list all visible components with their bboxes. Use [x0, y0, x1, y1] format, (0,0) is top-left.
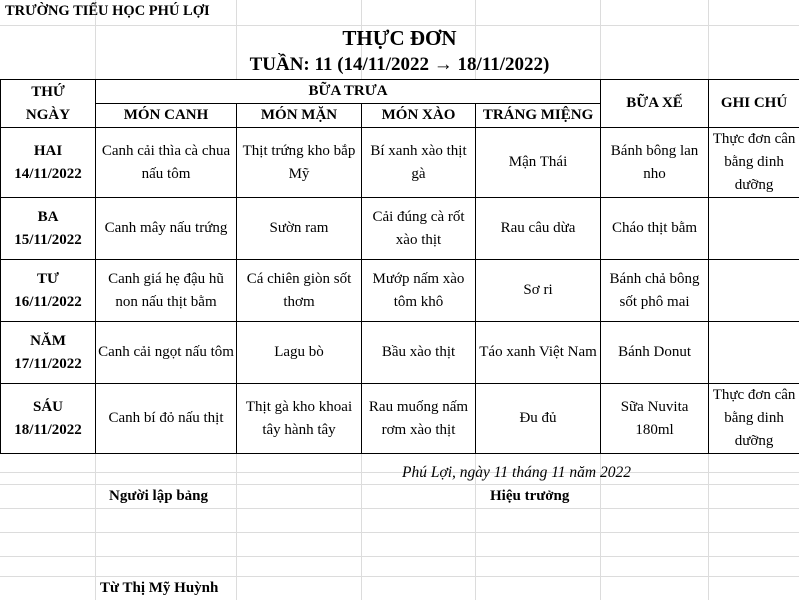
- note-cell: [709, 322, 799, 384]
- salty-cell: Sườn ram: [237, 198, 362, 260]
- lunch-header: BỮA TRƯA: [96, 80, 601, 104]
- day-cell: HAI 14/11/2022: [1, 128, 96, 198]
- maker-label: Người lập bảng: [109, 488, 209, 504]
- salty-cell: Lagu bò: [237, 322, 362, 384]
- note-cell: [709, 260, 799, 322]
- soup-header: MÓN CANH: [96, 104, 237, 128]
- day-cell: TƯ 16/11/2022: [1, 260, 96, 322]
- table-row: [1, 384, 799, 454]
- day-cell: BA 15/11/2022: [1, 198, 96, 260]
- header-row-top: [1, 80, 799, 104]
- day-cell: NĂM 17/11/2022: [1, 322, 96, 384]
- snack-header: BỮA XẾ: [601, 80, 709, 128]
- stirfry-cell: Cải đúng cà rốt xào thịt: [362, 198, 476, 260]
- stirfry-header: MÓN XÀO: [362, 104, 476, 128]
- dessert-cell: Mận Thái: [476, 128, 601, 198]
- snack-cell: Bánh bông lan nho: [601, 128, 709, 198]
- week-range: TUẦN: 11 (14/11/2022 → 18/11/2022): [249, 54, 550, 75]
- salty-header: MÓN MẶN: [237, 104, 362, 128]
- snack-cell: Bánh Donut: [601, 322, 709, 384]
- maker-name: Từ Thị Mỹ Huỳnh: [100, 580, 219, 596]
- dessert-cell: Đu đủ: [476, 384, 601, 454]
- salty-cell: Cá chiên giòn sốt thơm: [237, 260, 362, 322]
- place-date: Phú Lợi, ngày 11 tháng 11 năm 2022: [402, 464, 631, 481]
- snack-cell: Bánh chả bông sốt phô mai: [601, 260, 709, 322]
- principal-label: Hiệu trưởng: [490, 488, 570, 504]
- soup-cell: Canh mây nấu trứng: [96, 198, 237, 260]
- stirfry-cell: Bầu xào thịt: [362, 322, 476, 384]
- dessert-cell: Rau câu dừa: [476, 198, 601, 260]
- stirfry-cell: Bí xanh xào thịt gà: [362, 128, 476, 198]
- salty-cell: Thịt trứng kho bắp Mỹ: [237, 128, 362, 198]
- table-row: [1, 198, 799, 260]
- snack-cell: Cháo thịt bằm: [601, 198, 709, 260]
- note-cell: Thực đơn cân bằng dinh dưỡng: [709, 384, 799, 454]
- stirfry-cell: Rau muống nấm rơm xào thịt: [362, 384, 476, 454]
- day-cell: SÁU 18/11/2022: [1, 384, 96, 454]
- note-cell: Thực đơn cân bằng dinh dưỡng: [709, 128, 799, 198]
- note-cell: [709, 198, 799, 260]
- salty-cell: Thịt gà kho khoai tây hành tây: [237, 384, 362, 454]
- dessert-header: TRÁNG MIỆNG: [476, 104, 601, 128]
- soup-cell: Canh cải thìa cà chua nấu tôm: [96, 128, 237, 198]
- soup-cell: Canh cải ngọt nấu tôm: [96, 322, 237, 384]
- menu-table: [0, 79, 799, 454]
- soup-cell: Canh giá hẹ đậu hũ non nấu thịt bằm: [96, 260, 237, 322]
- day-header: THỨ NGÀY: [1, 80, 96, 128]
- table-row: [1, 322, 799, 384]
- soup-cell: Canh bí đỏ nấu thịt: [96, 384, 237, 454]
- menu-title: THỰC ĐƠN: [342, 26, 457, 50]
- note-header: GHI CHÚ: [709, 80, 799, 128]
- dessert-cell: Táo xanh Việt Nam: [476, 322, 601, 384]
- table-row: [1, 260, 799, 322]
- table-row: [1, 128, 799, 198]
- snack-cell: Sữa Nuvita 180ml: [601, 384, 709, 454]
- stirfry-cell: Mướp nấm xào tôm khô: [362, 260, 476, 322]
- school-name: TRƯỜNG TIỂU HỌC PHÚ LỢI: [5, 3, 210, 19]
- dessert-cell: Sơ ri: [476, 260, 601, 322]
